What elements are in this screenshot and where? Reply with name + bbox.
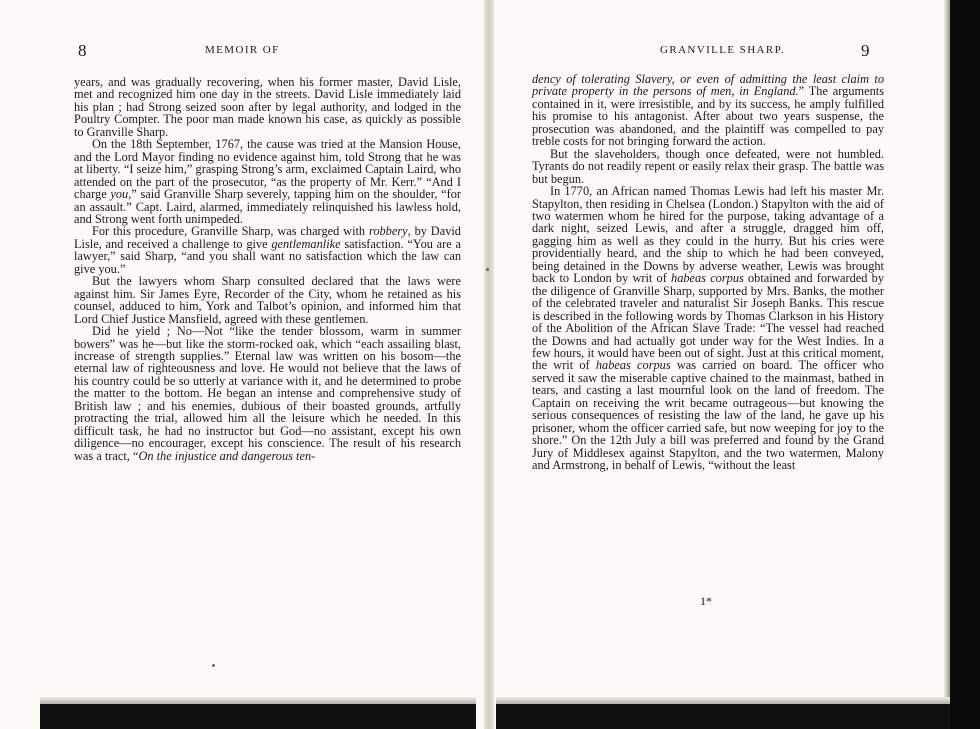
scan-border-right — [950, 0, 980, 729]
left-running-head: MEMOIR OF — [205, 44, 280, 56]
paragraph: Did he yield ; No—Not “like the tender blossom, warm in summer bowers” was he—but like the storm-rocked oak, which “each assailing blast, increase of strength supplies.” Eternal law was written on his bosom—the eternal law of righteousness and love. He would not believe that the laws of his country could be so utterly at variance with it, and he determined to probe the matter to the bottom. He began an intense and comprehensive study of British law ; and his enemies, dubious of their boasted grounds, artfully protracting the trial, allowed him all the leisure which he needed. In this difficult task, he had no instructor but God—no assistant, except his own diligence—no encourager, except his conscience. The result of his research was a tract, “On the injustice and dangerous ten- — [74, 324, 461, 463]
speck — [212, 664, 215, 667]
paragraph: dency of tolerating Slavery, or even of admitting the least claim to private property in the persons of men, in England.” The arguments contained in it, were irresistible, and by its success, he amply fulfilled his promise to his antagonist. After about two years suspense, the prosecution was abandoned, and the plaintiff was compelled to pay treble costs for not bringing forward the action. — [532, 72, 884, 149]
book-gutter — [484, 0, 494, 729]
scan-border-bottom-left — [40, 704, 476, 729]
paragraph: But the slaveholders, though once defeated, were not humbled. Tyrants do not readily repent or easily relax their grasp. The battle was but begun. — [532, 146, 884, 186]
left-page-body — [74, 76, 461, 462]
scan-border-bottom-right — [496, 704, 950, 729]
right-page-body — [532, 73, 884, 472]
right-page-number: 9 — [861, 41, 870, 60]
speck — [486, 268, 489, 271]
paragraph: In 1770, an African named Thomas Lewis had left his master Mr. Stapylton, then residing in Chelsea (London.) Stapylton with the aid of two watermen whom he hired for the purpose, taking advantage of a dark night, seized Lewis, and after a struggle, dragged him off, gagging him as well as they could in the hurry. But his cries were providentially heard, and the ship to which he had been conveyed, being detained in the Downs by adverse weather, Lewis was brought back to London by writ of habeas corpus obtained and forwarded by the diligence of Granville Sharp, supported by Mrs. Banks, the mother of the celebrated traveler and naturalist Sir Joseph Banks. This rescue is described in the following words by Thomas Clarkson in his History of the Abolition of the African Slave Trade: “The vessel had reached the Downs and had actually got under way for the West Indies. In a few hours, it would have been out of sight. Just at this critical moment, the writ of habeas corpus was carried on board. The officer who served it saw the miserable captive chained to the mainmast, bathed in tears, and casting a last mournful look on the land of freedom. The Captain on receiving the writ became outrageous—but knowing the serious consequences of resisting the law of the land, he gave up his prisoner, whom the officer carried safe, but now weeping for joy to the shore.” On the 12th July a bill was preferred and found by the Grand Jury of Middlesex against Stapylton, and the two watermen, Malony and Armstrong, in behalf of Lewis, “without the least — [532, 184, 885, 473]
paragraph: But the lawyers whom Sharp consulted declared that the laws were against him. Sir James Eyre, Recorder of the City, whom he retained as his counsel, adduced to him, York and Talbot’s opinion, and informed him that Lord Chief Justice Mansfield, agreed with these gentlemen. — [74, 274, 461, 326]
paragraph: On the 18th September, 1767, the cause was tried at the Mansion House, and the Lord Mayor finding no evidence against him, told Strong that he was at liberty. “I seize him,” grasping Strong’s arm, exclaimed Captain Laird, who attended on the part of the prosecutor, “as the property of Mr. Kerr.” “And I charge you,” said Granville Sharp severely, tapping him on the shoulder, “for an assault.” Capt. Laird, alarmed, immediately relinquished his lawless hold, and Strong went forth unimpeded. — [74, 137, 461, 226]
paragraph: years, and was gradually recovering, when his former master, David Lisle, met and recognized him one day in the streets. David Lisle immediately laid his plan ; had Strong seized soon after by legal authority, and lodged in the Poultry Compter. The poor man made known his case, as quickly as possible to Granville Sharp. — [74, 75, 461, 139]
left-page-number: 8 — [78, 41, 87, 60]
paragraph: For this procedure, Granville Sharp, was charged with robbery, by David Lisle, and received a challenge to give gentlemanlike satisfaction. “You are a lawyer,” said Sharp, “and you shall want no satisfaction which the law can give you.” — [74, 224, 461, 276]
signature-mark: 1* — [700, 594, 712, 608]
right-running-head: GRANVILLE SHARP. — [660, 44, 786, 56]
